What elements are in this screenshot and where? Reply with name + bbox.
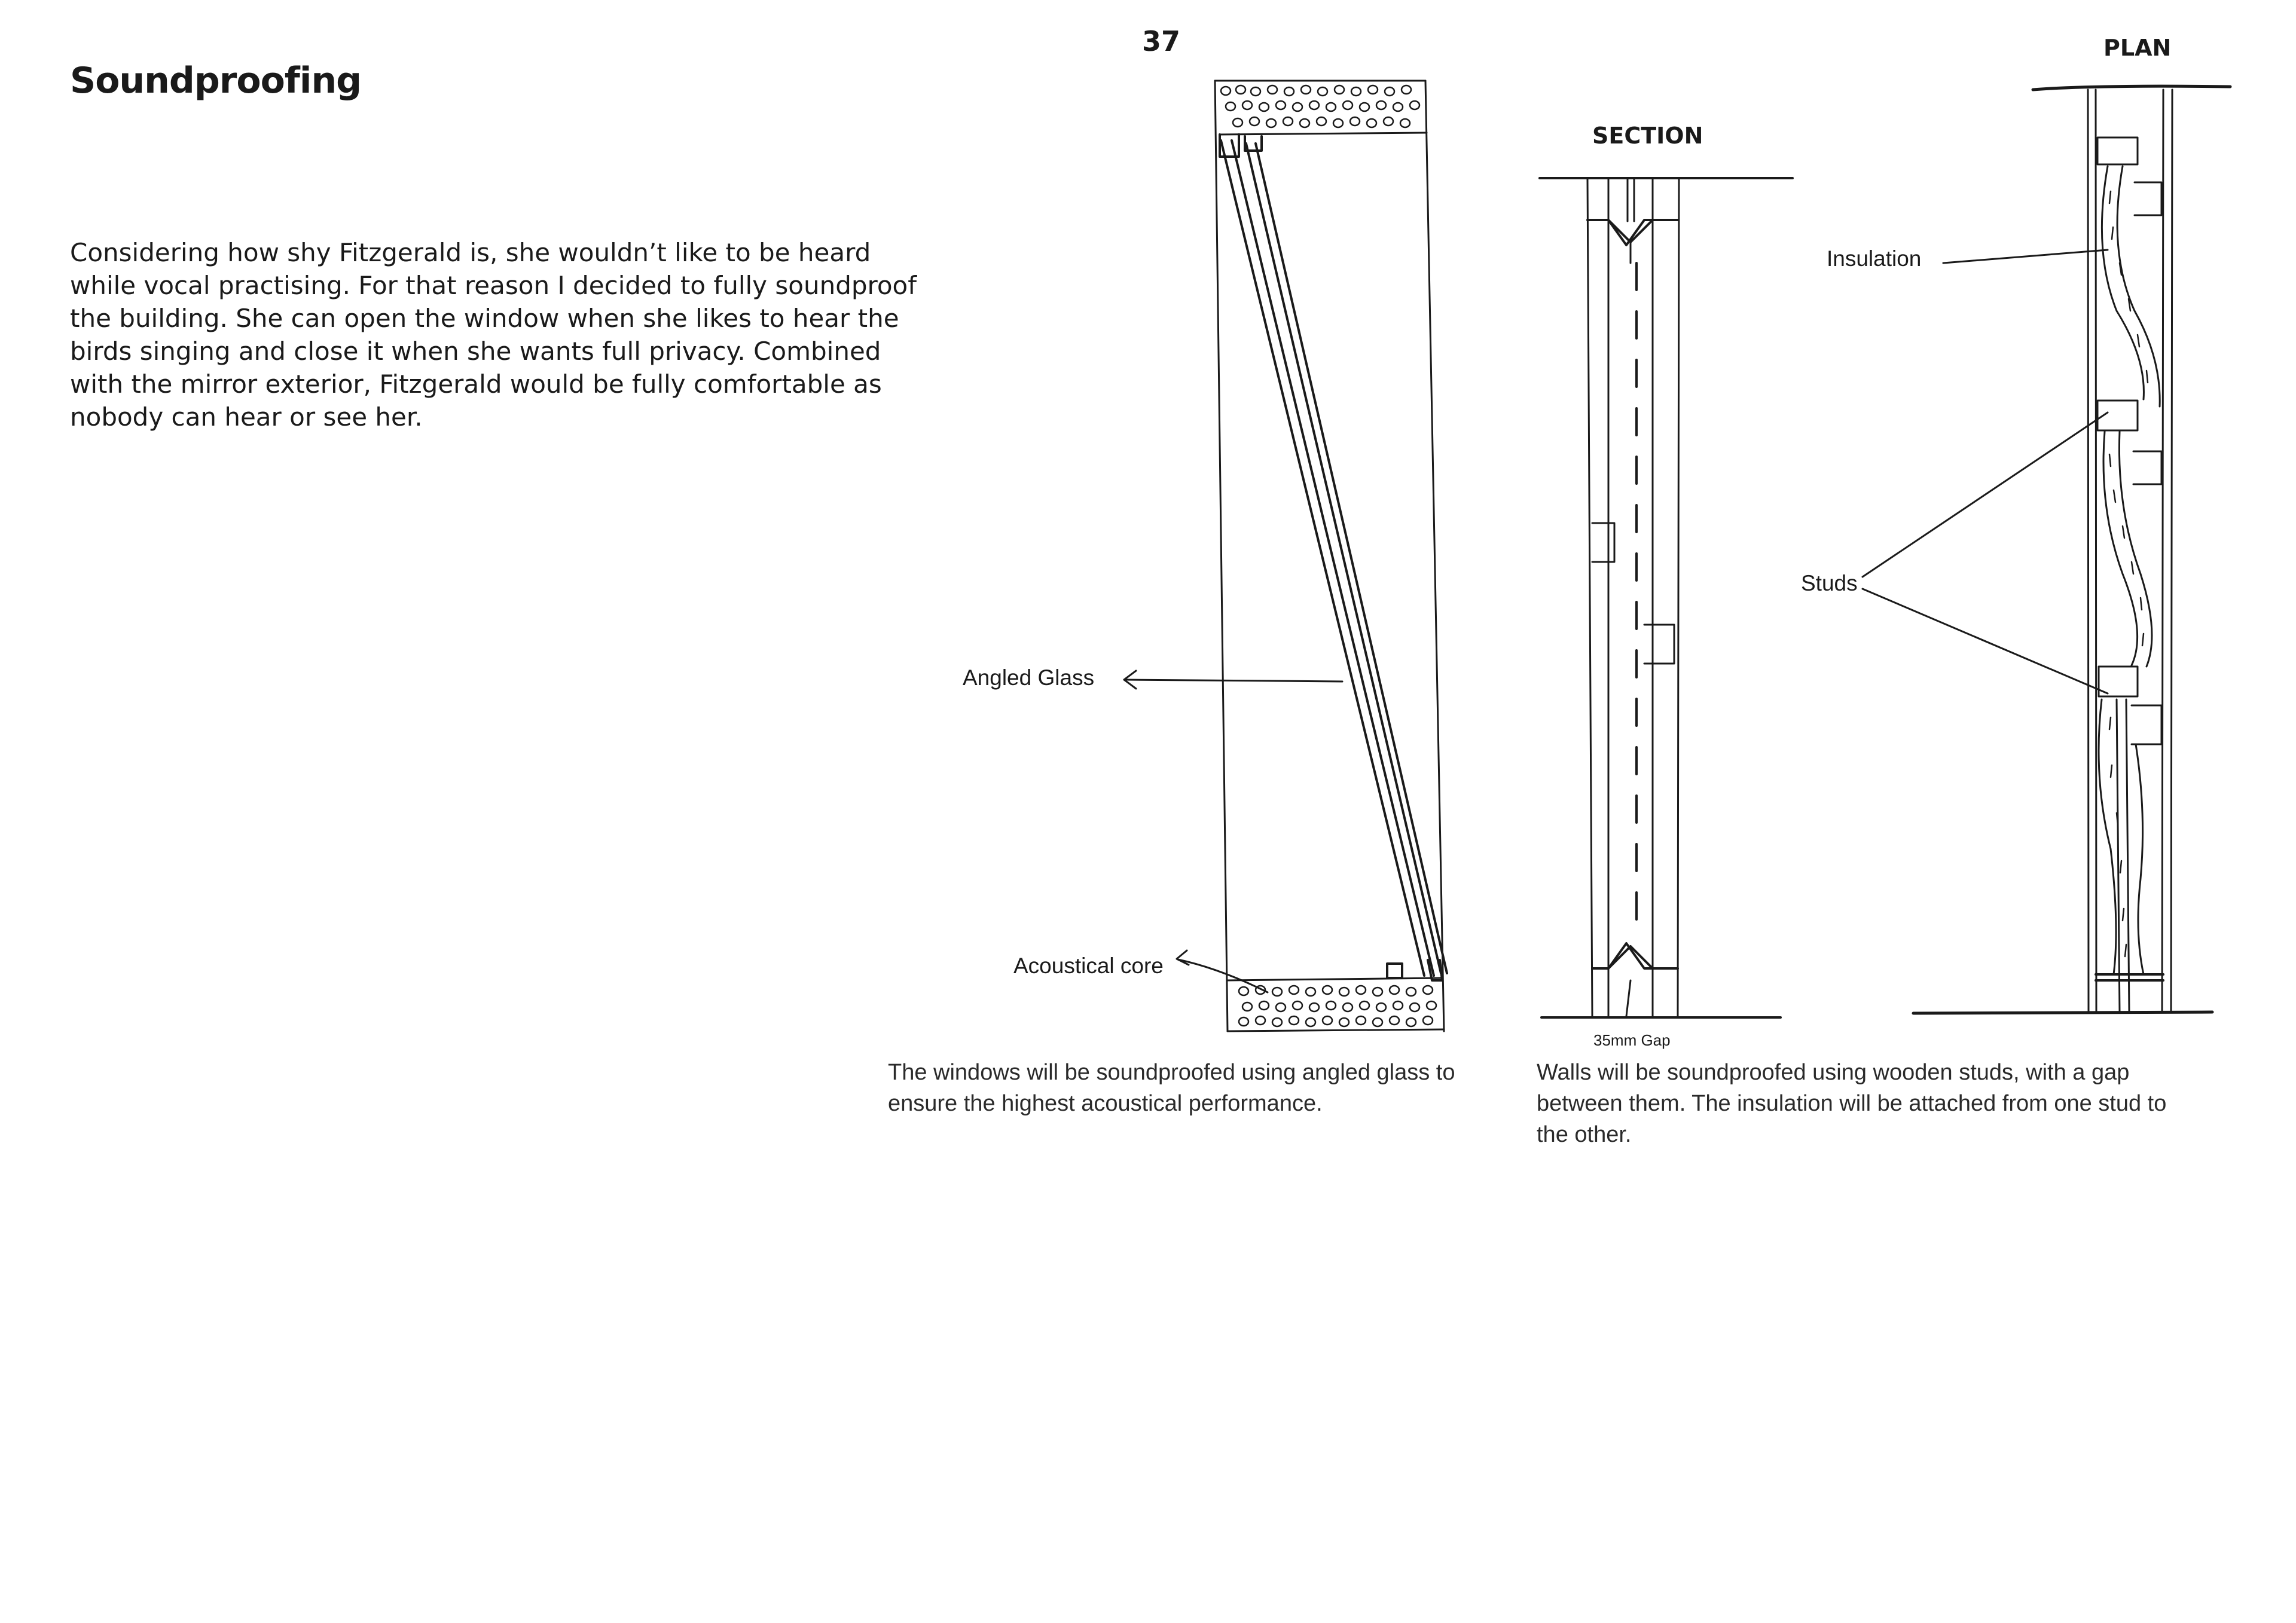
studs-label: Studs bbox=[1801, 571, 1858, 595]
plan-heading: PLAN bbox=[2103, 35, 2172, 61]
acoustic-core-top bbox=[1221, 85, 1419, 127]
section-diagram bbox=[1540, 178, 1793, 1017]
window-diagram bbox=[1124, 81, 1447, 1031]
window-caption: The windows will be soundproofed using angled glass to ensure the highest acoustical performance. bbox=[888, 1060, 1455, 1116]
page-number: 37 bbox=[1142, 25, 1181, 57]
acoustical-core-label: Acoustical core bbox=[1013, 953, 1164, 978]
angled-glass-label: Angled Glass bbox=[963, 665, 1095, 690]
insulation-wave bbox=[2099, 166, 2160, 974]
plan-diagram bbox=[1863, 86, 2230, 1013]
wall-caption: Walls will be soundproofed using wooden studs, with a gap between them. The insulation will be attached from one stud to the other. bbox=[1537, 1060, 2167, 1147]
angled-glass bbox=[1221, 140, 1447, 976]
gap-label: 35mm Gap bbox=[1593, 1031, 1671, 1049]
page-title: Soundproofing bbox=[70, 60, 362, 102]
intro-paragraph: Considering how shy Fitzgerald is, she wouldn’t like to be heard while vocal practising. For that reason I decided to fully soundproof the building. She can open the window when she likes to hear the birds singing and close it when she wants full privacy. Combined with the mirror exterior, Fitzgerald would be fully comfortable as nobody can hear or see her. bbox=[70, 238, 917, 432]
section-heading: SECTION bbox=[1592, 123, 1703, 149]
insulation-label: Insulation bbox=[1827, 246, 1922, 271]
acoustic-core-bottom bbox=[1239, 986, 1436, 1026]
